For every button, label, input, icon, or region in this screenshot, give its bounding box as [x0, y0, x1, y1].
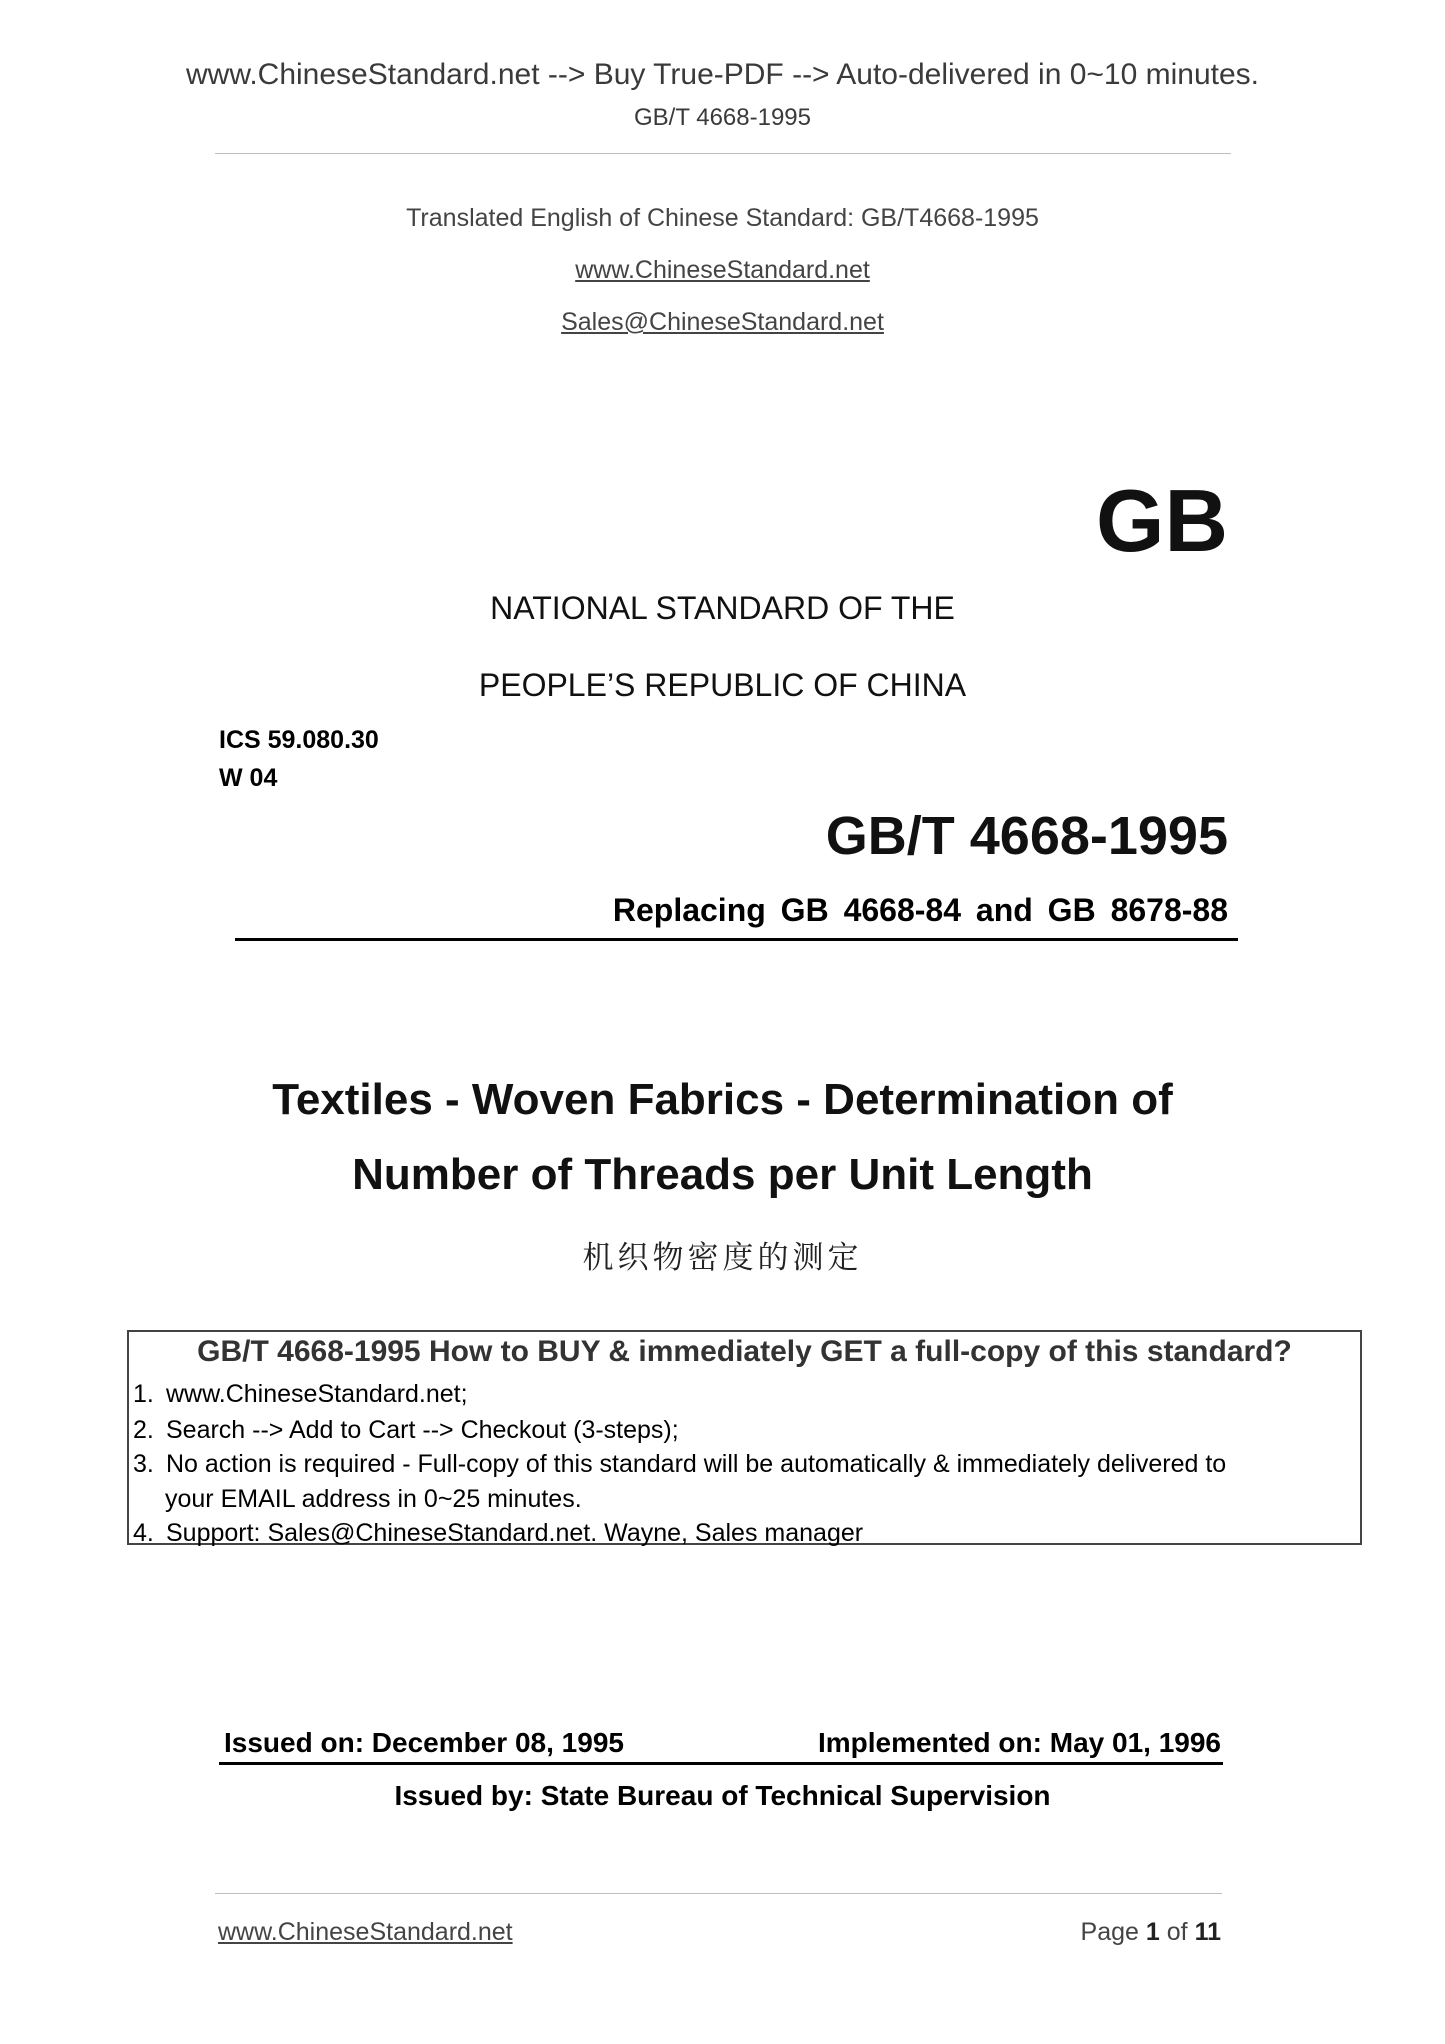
header-standard-number: GB/T 4668-1995: [633, 104, 811, 131]
national-standard-line1: NATIONAL STANDARD OF THE: [490, 590, 955, 626]
purchase-info-box: [127, 1330, 1362, 1545]
step-number: 4.: [133, 1519, 154, 1547]
issuing-authority: Issued by: State Bureau of Technical Supervision: [394, 1780, 1051, 1811]
issue-divider: [219, 1762, 1223, 1765]
sales-email-link[interactable]: Sales@ChineseStandard.net: [561, 308, 884, 336]
purchase-box-heading: GB/T 4668-1995 How to BUY & immediately GET a full-copy of this standard?: [197, 1335, 1292, 1368]
purchase-step: [133, 1416, 679, 1445]
website-link-wrapper: [0, 256, 1445, 285]
page-indicator: [1081, 1918, 1221, 1947]
step-text: No action is required - Full-copy of this standard will be automatically & immediately delivered to: [166, 1450, 1227, 1478]
replacing-note: Replacing GB 4668-84 and GB 8678-88: [612, 892, 1228, 928]
purchase-step: [133, 1380, 468, 1409]
step-text: your EMAIL address in 0~25 minutes.: [165, 1485, 582, 1513]
document-title-line2: Number of Threads per Unit Length: [352, 1150, 1093, 1199]
page-of: of: [1166, 1918, 1188, 1946]
website-link[interactable]: www.ChineseStandard.net: [575, 256, 870, 284]
email-link-wrapper: [0, 308, 1445, 337]
page-total: 11: [1194, 1918, 1221, 1946]
purchase-step: [133, 1450, 1226, 1479]
national-standard-line2: PEOPLE’S REPUBLIC OF CHINA: [478, 667, 967, 703]
header-promo-line: www.ChineseStandard.net --> Buy True-PDF --> Auto-delivered in 0~10 minutes.: [185, 58, 1260, 91]
step-text: Support: Sales@ChineseStandard.net. Wayne, Sales manager: [166, 1519, 864, 1547]
step-text[interactable]: www.ChineseStandard.net;: [166, 1380, 468, 1408]
gb-logo: GB: [1096, 471, 1228, 570]
w-code: W 04: [219, 764, 278, 792]
step-number: 3.: [133, 1450, 154, 1478]
page-label: Page: [1080, 1918, 1139, 1946]
ics-code: ICS 59.080.30: [219, 726, 379, 754]
footer-divider: [215, 1893, 1222, 1894]
page-current: 1: [1145, 1918, 1160, 1946]
translated-notice: Translated English of Chinese Standard: GB/T4668-1995: [406, 204, 1039, 232]
document-title-chinese: 机织物密度的测定: [582, 1240, 863, 1276]
standard-number: GB/T 4668-1995: [825, 806, 1228, 866]
step-number: 1.: [133, 1380, 154, 1408]
issued-on-date: Issued on: December 08, 1995: [224, 1727, 624, 1758]
implemented-on-date: Implemented on: May 01, 1996: [817, 1727, 1221, 1758]
footer-website-link[interactable]: www.ChineseStandard.net: [218, 1918, 513, 1946]
step-number: 2.: [133, 1416, 154, 1444]
purchase-step-continuation: [165, 1485, 582, 1514]
header-divider: [215, 153, 1231, 154]
standard-divider: [235, 938, 1238, 941]
document-title-line1: Textiles - Woven Fabrics - Determination of: [272, 1075, 1173, 1124]
purchase-step: [133, 1519, 863, 1548]
step-text: Search --> Add to Cart --> Checkout (3-steps);: [166, 1416, 679, 1444]
